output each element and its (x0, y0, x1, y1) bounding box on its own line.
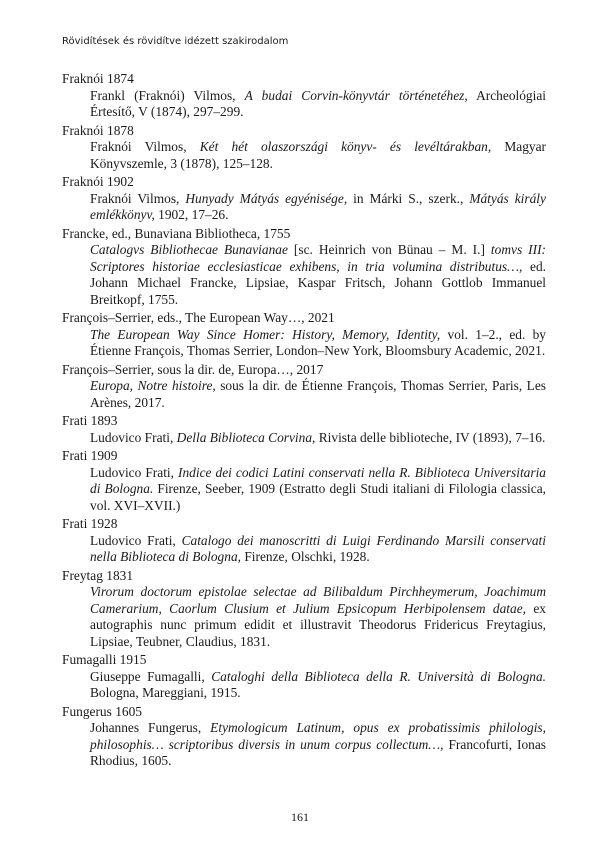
entry-text-segment: , Rivista delle biblioteche, IV (1893), 7–16. (312, 429, 546, 445)
entry-title-segment: tomvs III: Scriptores historiae ecclesiasticae exhibens, in tria volumina distributus…, (90, 242, 546, 274)
entry-text-segment: Frankl (Fraknói) Vilmos, (90, 87, 245, 103)
entry-text-segment: Fraknói Vilmos, (90, 190, 186, 206)
entry-text-segment: Francofurti, Ionas Rhodius, 1605. (90, 736, 546, 768)
entry-text-segment: Magyar Könyvszemle, 3 (1878), 125–128. (90, 139, 546, 171)
entry-title-segment: Indice dei codici Latini conservati nella R. Biblioteca Universitaria di Bologna. (90, 464, 547, 496)
entry-text-segment: , Firenze, Olschki, 1928. (237, 549, 370, 564)
entry-key: Francke, ed., Bunaviana Bibliotheca, 1755 (62, 225, 291, 241)
entry-title-segment: Virorum doctorum epistolae selectae ad Bilibaldum Pirchheymerum, Joachimum Camerarium, Caorlum Clusium et Julium Epsicopum Herbipolensem datae, (90, 584, 546, 616)
entry-text-segment: sous la dir. de Étienne François, Thomas Serrier, Paris, Les Arènes, 2017. (90, 378, 546, 410)
entry-description (62, 720, 546, 770)
entry-key: Fumagalli 1915 (62, 652, 147, 667)
entry-description (62, 191, 546, 224)
entry-description (62, 378, 546, 411)
entry-description (62, 88, 546, 121)
entry-text-segment: Johannes Fungerus, (90, 720, 211, 735)
entry-title-segment: Della Biblioteca Corvina (176, 429, 313, 445)
entry-text-segment: [sc. Heinrich von Bünau – M. I.] (287, 242, 491, 257)
running-head: Rövidítések és rövidítve idézett szakirodalom (62, 36, 289, 47)
bibliography-entry (62, 174, 546, 224)
entry-key: Freytag 1831 (62, 567, 134, 583)
entry-title-segment: The European Way Since Homer: History, Memory, Identity, (90, 326, 441, 342)
entry-text-segment: ed. Johann Michael Francke, Lipsiae, Kaspar Fritsch, Johann Gottlob Immanuel Breitkopf, 1755. (90, 258, 546, 307)
bibliography-entry (62, 413, 546, 446)
entry-text-segment: 1902, 17–26. (154, 207, 229, 222)
entry-description (62, 669, 546, 702)
entry-text-segment: Ludovico Frati, (90, 532, 182, 548)
entry-key: Frati 1928 (62, 516, 118, 531)
bibliography-entry (62, 71, 546, 121)
entry-title-segment: Catalogvs Bibliothecae Bunavianae (90, 242, 288, 257)
entry-text-segment: Fraknói Vilmos, (90, 139, 200, 154)
entry-title-segment: Mátyás király emlékkönyv, (90, 190, 546, 222)
entry-title-segment: Catalogo dei manoscritti di Luigi Ferdinando Marsili conservati nella Biblioteca di Bologna (90, 532, 547, 564)
bibliography-entry (62, 448, 546, 514)
entry-description (62, 584, 546, 650)
entry-key: François–Serrier, sous la dir. de, Europa…, 2017 (62, 361, 324, 377)
entry-description (62, 139, 546, 172)
entry-text-segment: Bologna, Mareggiani, 1915. (90, 685, 241, 700)
bibliography-list (62, 71, 546, 770)
entry-text-segment: Ludovico Frati, (90, 429, 177, 445)
entry-key: Fraknói 1874 (62, 71, 134, 86)
page-number: 161 (291, 810, 309, 824)
entry-description (62, 533, 546, 566)
entry-key: Frati 1893 (62, 413, 118, 428)
entry-description (62, 465, 546, 515)
entry-description (62, 327, 546, 360)
bibliography-entry (62, 652, 546, 702)
bibliography-entry (62, 362, 546, 412)
entry-text-segment: Giuseppe Fumagalli, (90, 668, 212, 684)
entry-text-segment: in Márki S., szerk., (347, 190, 470, 206)
entry-key: François–Serrier, eds., The European Way…, 2021 (62, 310, 335, 325)
entry-text-segment: Firenze, Seeber, 1909 (Estratto degli Studi italiani di Filologia classica, vol. XVI–XVII.) (90, 481, 546, 513)
entry-text-segment: Ludovico Frati, (90, 464, 179, 480)
entry-description (62, 430, 546, 447)
entry-key: Frati 1909 (62, 448, 118, 463)
entry-text-segment: ex autographis nunc primum edidit et illustravit Theodorus Fridericus Freytagius, Lipsiae, Teubner, Claudius, 1831. (90, 600, 547, 649)
entry-title-segment: Etymologicum Latinum, opus ex probatissimis philologis, philosophis… scriptoribus diversis in unum corpus collectum…, (90, 720, 546, 752)
entry-key: Fraknói 1878 (62, 122, 134, 138)
bibliography-entry (62, 123, 546, 173)
entry-key: Fraknói 1902 (62, 174, 134, 189)
entry-key: Fungerus 1605 (62, 703, 142, 719)
bibliography-entry (62, 568, 546, 651)
entry-title-segment: Két hét olaszországi könyv- és levéltárakban, (199, 139, 492, 154)
entry-description (62, 242, 546, 308)
bibliography-entry (62, 310, 546, 360)
entry-title-segment: Hunyady Mátyás egyénisége, (185, 190, 348, 206)
entry-title-segment: Europa, Notre histoire, (90, 378, 216, 393)
bibliography-entry (62, 704, 546, 770)
bibliography-entry (62, 516, 546, 566)
entry-title-segment: Cataloghi della Biblioteca della R. Università di Bologna. (211, 668, 546, 684)
entry-text-segment: , Archeológiai Értesítő, V (1874), 297–299. (90, 87, 547, 119)
entry-text-segment: vol. 1–2., ed. by Étienne François, Thomas Serrier, London–New York, Bloomsbury Academic, 2021. (90, 326, 547, 358)
bibliography-entry (62, 226, 546, 309)
entry-title-segment: A budai Corvin-könyvtár történetéhez (244, 87, 465, 103)
